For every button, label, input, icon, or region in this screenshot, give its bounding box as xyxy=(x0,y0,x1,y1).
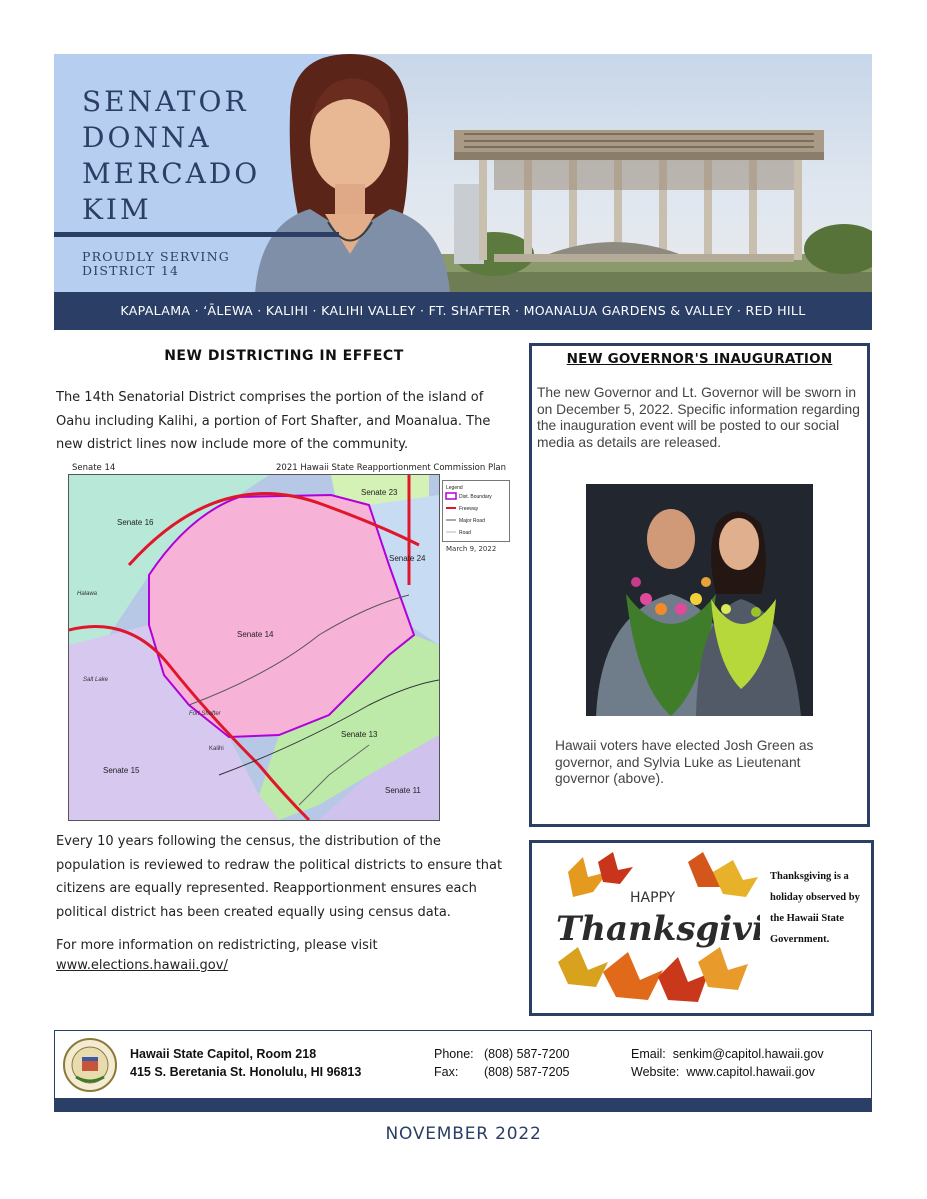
state-seal-icon xyxy=(62,1037,118,1093)
more-info xyxy=(56,936,506,976)
more-info-text: For more information on redistricting, please visit xyxy=(56,938,378,953)
autumn-leaves-illustration xyxy=(548,852,760,1010)
serving-line-1: PROUDLY SERVING xyxy=(82,249,230,264)
map-label-halawa: Halawa xyxy=(77,591,98,597)
serving-district xyxy=(82,250,230,278)
email-address[interactable]: senkim@capitol.hawaii.gov xyxy=(672,1047,824,1061)
phone-number: (808) 587-7200 xyxy=(484,1047,570,1061)
governor-caption: Hawaii voters have elected Josh Green as governor, and Sylvia Luke as Lieutenant governor (above). xyxy=(555,738,814,786)
art-thanksgiving: Thanksgiv xyxy=(556,909,752,949)
fax-label: Fax: xyxy=(434,1065,459,1079)
map-label-fort-shafter: Fort Shafter xyxy=(189,711,221,717)
footer-phone xyxy=(434,1045,569,1081)
name-line-3: MERCADO xyxy=(82,157,261,190)
serving-line-2: DISTRICT 14 xyxy=(82,263,180,278)
thanksgiving-art xyxy=(548,852,760,1010)
map-label-kalihi: Kalihi xyxy=(209,746,224,752)
map-legend-graphic xyxy=(443,481,509,541)
fax-number: (808) 587-7205 xyxy=(484,1065,570,1079)
map-label-s15: Senate 15 xyxy=(103,766,140,775)
thanksgiving-text: Thanksgiving is a holiday observed by the Hawaii State Government. xyxy=(770,871,860,945)
phone-label: Phone: xyxy=(434,1047,474,1061)
map-label-s24: Senate 24 xyxy=(389,554,426,563)
name-line-1: SENATOR xyxy=(82,85,249,118)
legend-item-major-road: Major Road xyxy=(459,518,485,524)
map-label-s11: Senate 11 xyxy=(385,786,421,795)
districting-intro: The 14th Senatorial District comprises the portion of the island of Oahu including Kalihi, a portion of Fort Shafter, and Moanalua. The new district lines now include more of the community. xyxy=(56,390,491,452)
footer-bar xyxy=(54,1098,872,1112)
header-banner xyxy=(54,54,872,294)
senator-name xyxy=(82,84,332,228)
legend-item-road: Road xyxy=(459,530,471,536)
map-label-s23: Senate 23 xyxy=(361,488,398,497)
map-label-s16: Senate 16 xyxy=(117,518,154,527)
neighborhoods-bar: KAPALAMA · ʻĀLEWA · KALIHI · KALIHI VALLEY · FT. SHAFTER · MOANALUA GARDENS & VALLEY · RED HILL xyxy=(54,292,872,330)
name-line-4: KIM xyxy=(82,193,152,226)
map-label-s14: Senate 14 xyxy=(237,630,274,639)
inauguration-text: The new Governor and Lt. Governor will be sworn in on December 5, 2022. Specific information regarding the inauguration event will be posted to our social media as details are released. xyxy=(537,385,860,450)
address-line-1: Hawaii State Capitol, Room 218 xyxy=(130,1047,317,1061)
map-header-left: Senate 14 xyxy=(72,463,116,473)
website-label: Website: xyxy=(631,1065,680,1079)
legend-item-freeway: Freeway xyxy=(459,506,479,512)
email-label: Email: xyxy=(631,1047,666,1061)
art-happy: HAPPY xyxy=(630,890,676,906)
address-line-2: 415 S. Beretania St. Honolulu, HI 96813 xyxy=(130,1065,362,1079)
inauguration-title: NEW GOVERNOR'S INAUGURATION xyxy=(566,351,833,367)
footer-address xyxy=(130,1045,361,1081)
name-line-2: DONNA xyxy=(82,121,212,154)
map-date: March 9, 2022 xyxy=(446,545,497,553)
map-legend xyxy=(442,480,510,542)
districting-title: NEW DISTRICTING IN EFFECT xyxy=(164,348,404,364)
footer-online xyxy=(631,1045,824,1081)
map-label-salt-lake: Salt Lake xyxy=(83,677,109,683)
district-map-graphic xyxy=(69,475,439,820)
elections-link[interactable]: www.elections.hawaii.gov/ xyxy=(56,958,228,973)
map-label-s13: Senate 13 xyxy=(341,730,378,739)
issue-date: NOVEMBER 2022 xyxy=(385,1124,542,1144)
map-header-right: 2021 Hawaii State Reapportionment Commission Plan xyxy=(276,463,507,473)
district-map xyxy=(68,474,440,821)
census-text: Every 10 years following the census, the distribution of the population is reviewed to redraw the political districts to ensure that citizens are equally represented. Reapportionment ensures each political district has been created equally using census data. xyxy=(56,834,503,920)
name-divider xyxy=(54,232,339,237)
legend-item-boundary: Dist. Boundary xyxy=(459,494,492,500)
legend-title: Legend xyxy=(446,485,463,491)
governor-photo-illustration xyxy=(586,484,813,716)
website-address[interactable]: www.capitol.hawaii.gov xyxy=(686,1065,815,1079)
governor-photo xyxy=(586,484,813,716)
